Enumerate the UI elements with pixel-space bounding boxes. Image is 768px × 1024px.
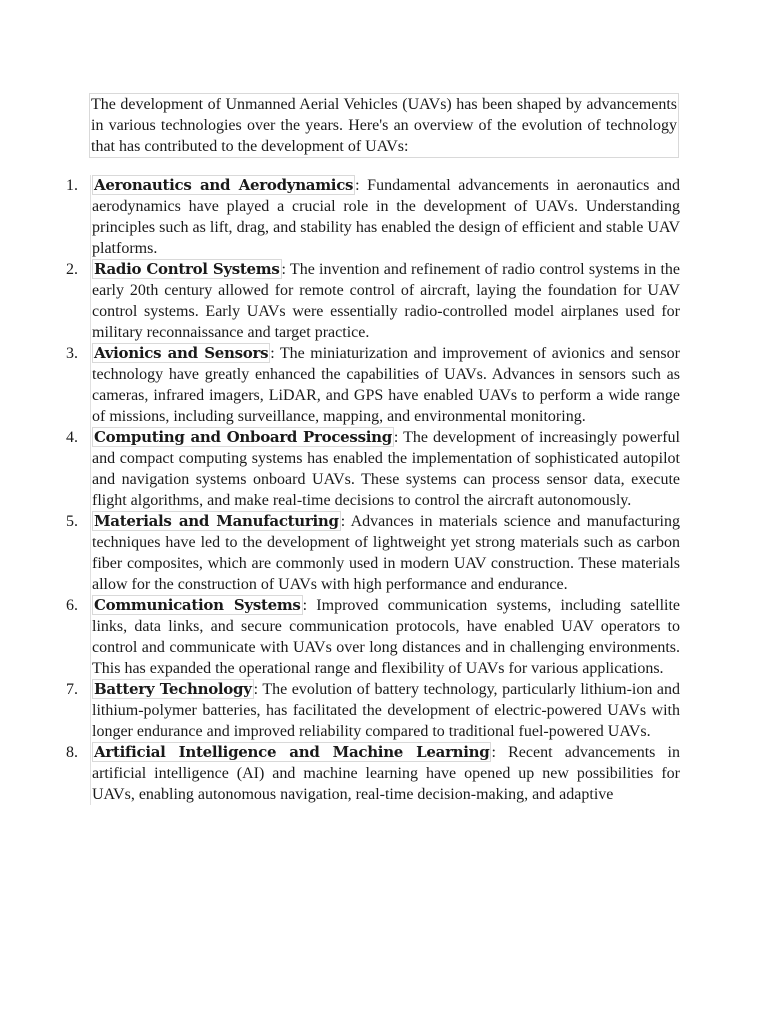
list-item (0, 427, 680, 511)
list-item-text: : The development of increasingly powerful and compact computing systems has enabled the implementation of sophisticated autopilot and navigation systems onboard UAVs. These systems can process sensor data, execute flight algorithms, and make real-time decisions to control the aircraft autonomously. (92, 429, 681, 509)
list-item-term: Materials and Manufacturing (94, 512, 339, 530)
list-item-body (90, 511, 680, 595)
list-item-term: Aeronautics and Aerodynamics (94, 176, 354, 194)
list-item-number: 3. (66, 345, 78, 362)
list-item (0, 679, 680, 742)
list-item-text: : The invention and refinement of radio control systems in the early 20th century allowed for remote control of aircraft, laying the foundation for UAV control systems. Early UAVs were essentially radio-controlled model airplanes used for military reconnaissance and target practice. (92, 261, 680, 341)
list-item-body (90, 343, 680, 427)
list-item-text: : Recent advancements in artificial intelligence (AI) and machine learning have opened up new possibilities for UAVs, enabling autonomous navigation, real-time decision-making, and adaptive (92, 744, 680, 803)
list-item (0, 742, 680, 805)
list-item-term: Communication Systems (94, 596, 301, 614)
list-item-number: 6. (66, 597, 78, 614)
intro-paragraph: The development of Unmanned Aerial Vehicles (UAVs) has been shaped by advancements in various technologies over the years. Here's an overview of the evolution of technology that has contributed to the development of UAVs: (89, 93, 679, 158)
list-item (0, 175, 680, 259)
list-item-number: 5. (66, 513, 78, 530)
list-item-text: : Fundamental advancements in aeronautics and aerodynamics have played a crucial role in the development of UAVs. Understanding principles such as lift, drag, and stability has enabled the design of efficient and stable UAV platforms. (92, 177, 680, 257)
list-item (0, 511, 680, 595)
list-item-body (90, 742, 680, 805)
list-item-body (90, 259, 680, 343)
list-item-text: : Advances in materials science and manufacturing techniques have led to the development of lightweight yet strong materials such as carbon fiber composites, which are commonly used in modern UAV construction. These materials allow for the construction of UAVs with high performance and endurance. (92, 513, 680, 593)
list-item-text: : The miniaturization and improvement of avionics and sensor technology have greatly enhanced the capabilities of UAVs. Advances in sensors such as cameras, infrared imagers, LiDAR, and GPS have enabled UAVs to perform a wide range of missions, including surveillance, mapping, and environmental monitoring. (92, 345, 680, 425)
list-item (0, 595, 680, 679)
list-item-number: 1. (66, 177, 78, 194)
list-item-number: 2. (66, 261, 78, 278)
list-item-term: Artificial Intelligence and Machine Learning (94, 743, 490, 761)
list-item-text: : Improved communication systems, including satellite links, data links, and secure communication protocols, have enabled UAV operators to control and communicate with UAVs over long distances and in challenging environments. This has expanded the operational range and flexibility of UAVs for various applications. (92, 597, 681, 677)
list-item-body (90, 595, 680, 679)
list-item-number: 4. (66, 429, 78, 446)
list-item-body (90, 427, 680, 511)
list-item-body (90, 679, 680, 742)
list-item-term: Computing and Onboard Processing (94, 428, 392, 446)
list-item-number: 8. (66, 744, 78, 761)
list-item-text: : The evolution of battery technology, particularly lithium-ion and lithium-polymer batteries, has facilitated the development of electric-powered UAVs with longer endurance and improved reliability compared to traditional fuel-powered UAVs. (92, 681, 680, 740)
list-item-number: 7. (66, 681, 78, 698)
technology-list (0, 175, 680, 805)
list-item (0, 259, 680, 343)
list-item-term: Avionics and Sensors (94, 344, 269, 362)
list-item (0, 343, 680, 427)
list-item-term: Radio Control Systems (94, 260, 280, 278)
list-item-term: Battery Technology (94, 680, 252, 698)
list-item-body (90, 175, 680, 259)
